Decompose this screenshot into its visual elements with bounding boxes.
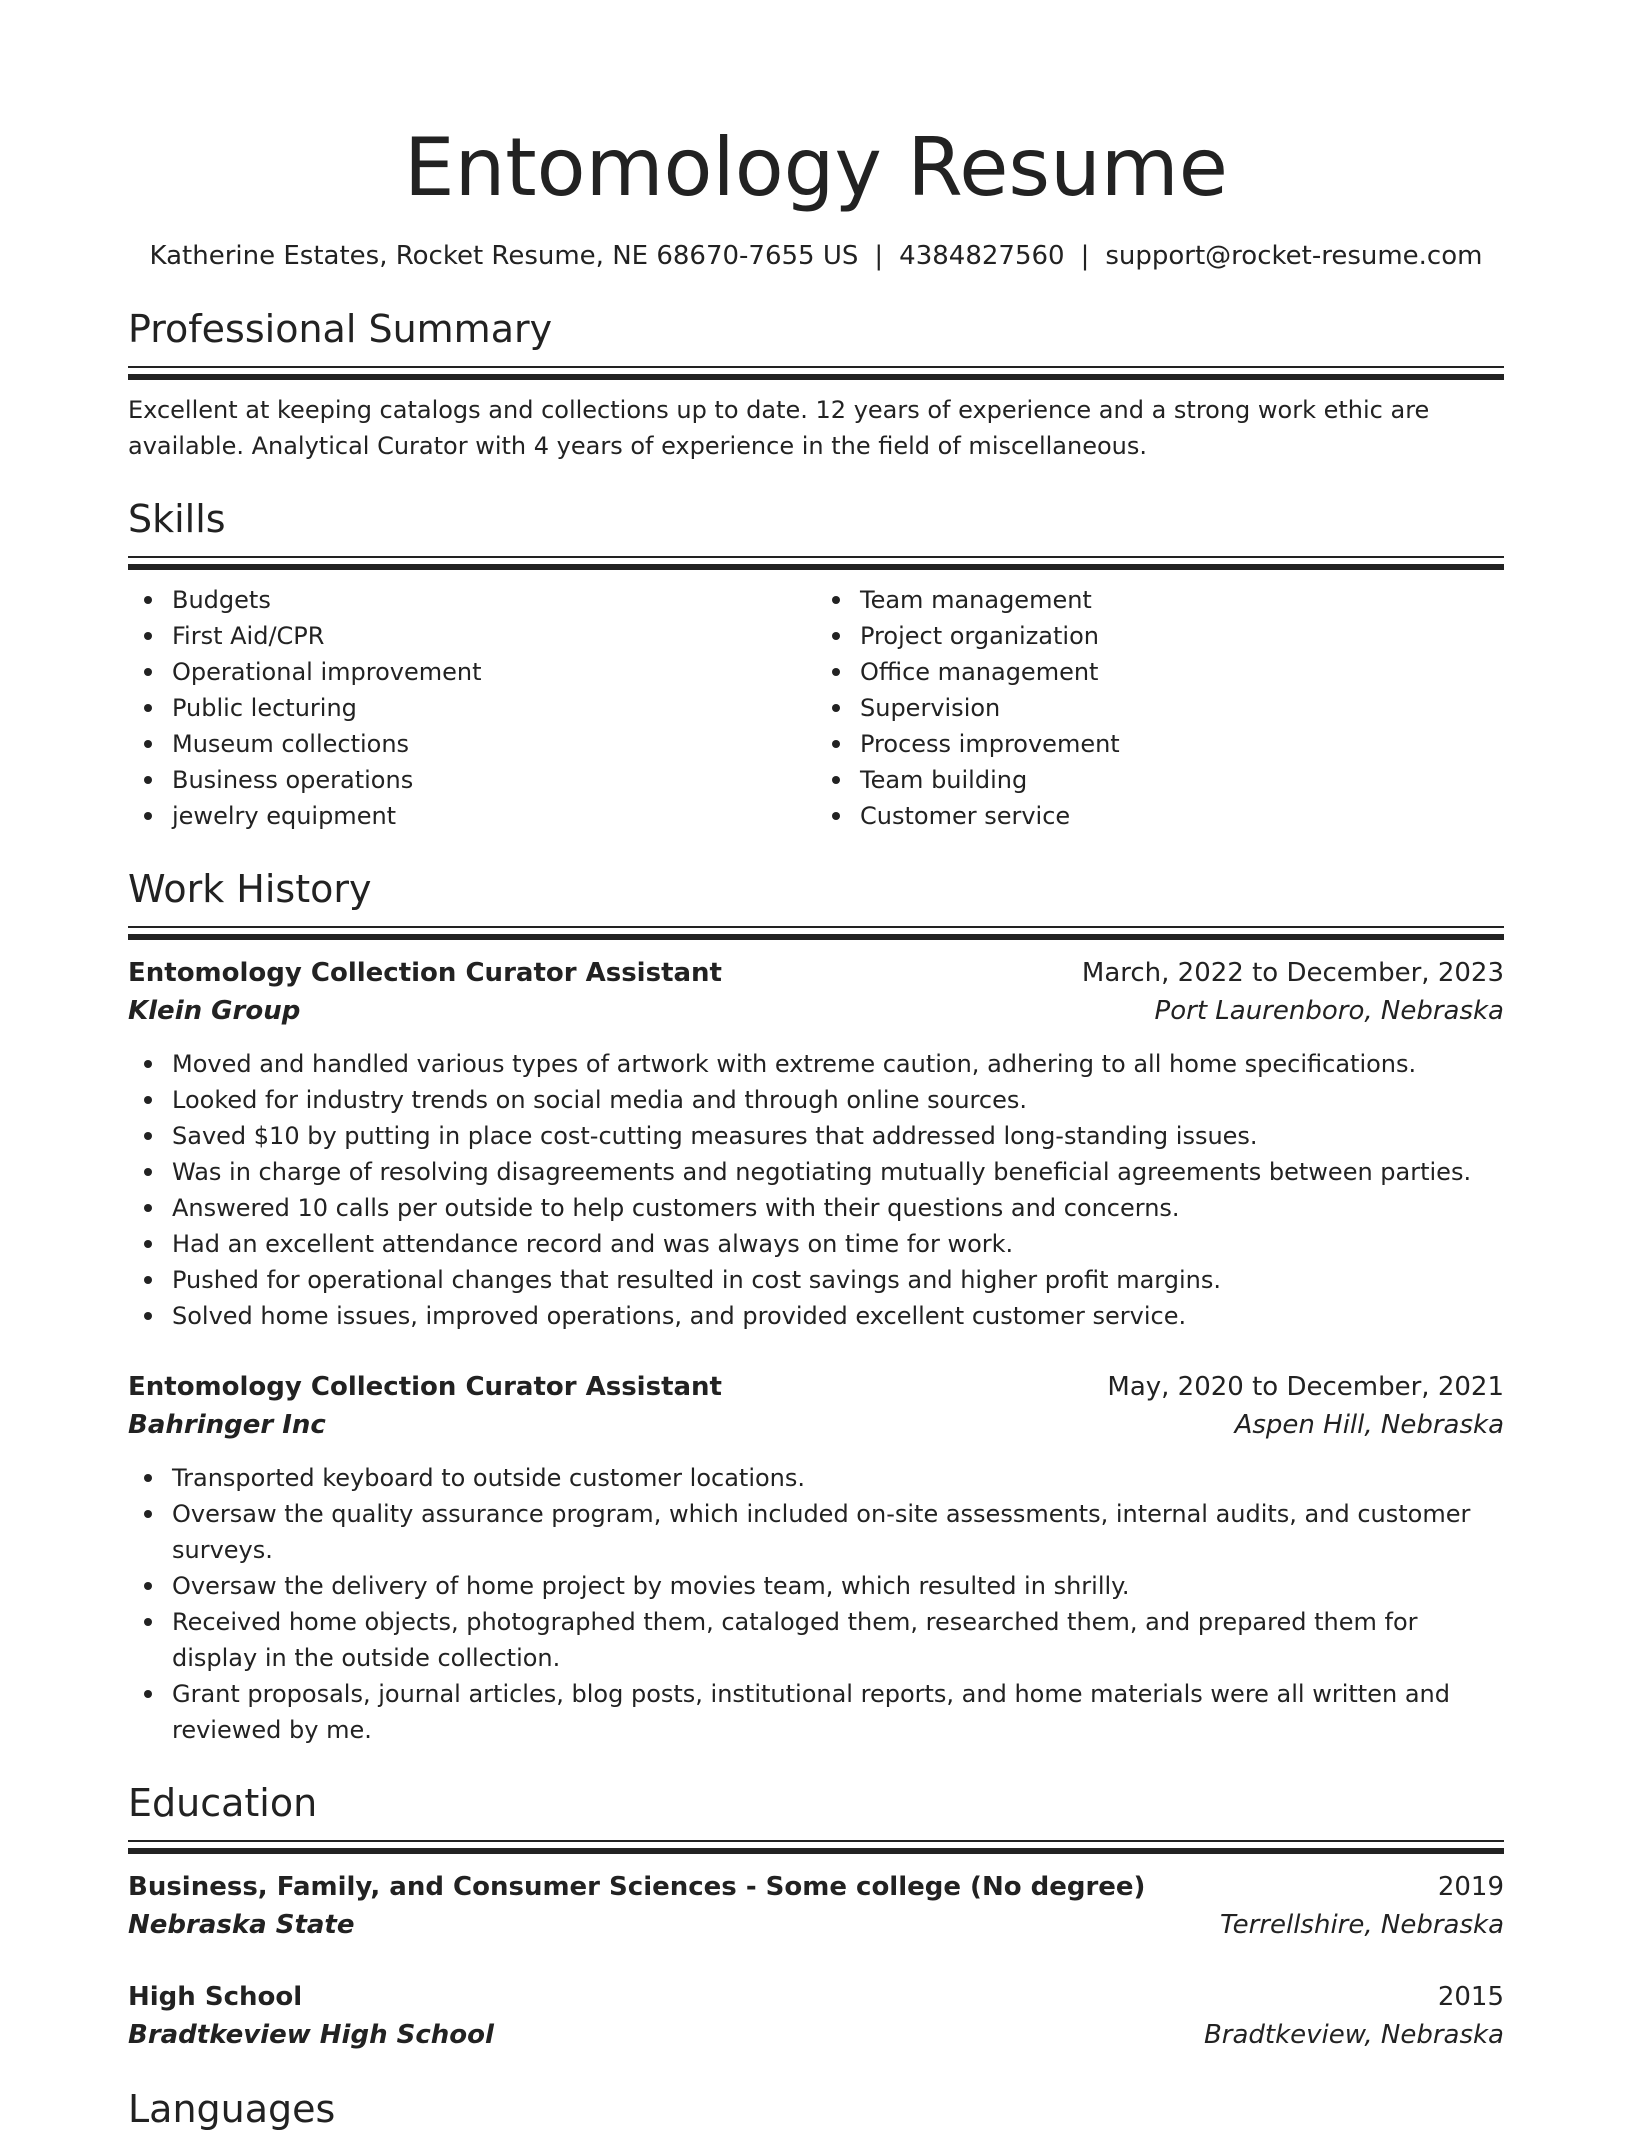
skill-item: Customer service [860,798,1504,834]
education-header-row [128,1978,1504,2016]
job-bullet: Saved $10 by putting in place cost-cutting measures that addressed long-standing issues. [172,1118,1504,1154]
education-entry [128,1978,1504,2054]
contact-address: Katherine Estates, Rocket Resume, NE 68670-7655 US [149,241,859,271]
job-bullet: Transported keyboard to outside customer locations. [172,1460,1504,1496]
education-year: 2019 [1437,1872,1504,1902]
skill-item: Supervision [860,690,1504,726]
section-heading: Education [128,1781,318,1825]
skill-item: First Aid/CPR [172,618,816,654]
job-bullet: Oversaw the quality assurance program, which included on-site assessments, internal audits, and customer surveys. [172,1496,1504,1568]
job-bullet: Looked for industry trends on social media and through online sources. [172,1082,1504,1118]
job-bullet: Had an excellent attendance record and was always on time for work. [172,1226,1504,1262]
education-year: 2015 [1437,1982,1504,2012]
section-divider [128,1840,1504,1854]
section-heading: Skills [128,497,226,541]
education-school: Bradtkeview High School [128,2020,494,2050]
section-divider [128,366,1504,380]
job-bullet: Received home objects, photographed them, cataloged them, researched them, and prepared them for display in the outside collection. [172,1604,1504,1676]
job-bullet: Grant proposals, journal articles, blog posts, institutional reports, and home materials were all written and reviewed by me. [172,1676,1504,1748]
education-school-row [128,2016,1504,2054]
contact-separator: | [874,241,884,271]
summary-text: Excellent at keeping catalogs and collections up to date. 12 years of experience and a strong work ethic are available. Analytical Curator with 4 years of experience in the field of miscellaneous. [128,396,1430,460]
skill-item: jewelry equipment [172,798,816,834]
skill-item: Public lecturing [172,690,816,726]
job-header-row [128,954,1504,992]
education-entry [128,1868,1504,1944]
skill-item: Project organization [860,618,1504,654]
contact-separator: | [1080,241,1090,271]
job-dates: May, 2020 to December, 2021 [1107,1372,1504,1402]
job-header-row [128,1368,1504,1406]
job-bullet: Moved and handled various types of artwork with extreme caution, adhering to all home specifications. [172,1046,1504,1082]
job-entry [128,1368,1504,1748]
job-bullet: Pushed for operational changes that resulted in cost savings and higher profit margins. [172,1262,1504,1298]
languages-heading: Languages [128,2087,336,2131]
summary-section [128,304,1504,464]
job-company-row [128,1406,1504,1444]
skill-item: Business operations [172,762,816,798]
job-bullets [128,1046,1504,1334]
resume-title: Entomology Resume [404,121,1228,214]
job-bullet: Solved home issues, improved operations, and provided excellent customer service. [172,1298,1504,1334]
skill-item: Museum collections [172,726,816,762]
skill-item: Process improvement [860,726,1504,762]
contact-email: support@rocket-resume.com [1105,241,1483,271]
job-dates: March, 2022 to December, 2023 [1081,958,1504,988]
job-location: Port Laurenboro, Nebraska [1154,996,1504,1026]
job-bullet: Answered 10 calls per outside to help customers with their questions and concerns. [172,1190,1504,1226]
job-bullets [128,1460,1504,1748]
education-header-row [128,1868,1504,1906]
section-divider [128,926,1504,940]
section-divider [128,556,1504,570]
education-school: Nebraska State [128,1910,355,1940]
education-degree: High School [128,1982,303,2012]
work-history-section [128,864,1504,1748]
job-title: Entomology Collection Curator Assistant [128,958,722,988]
job-company: Klein Group [128,996,301,1026]
job-company-row [128,992,1504,1030]
job-bullet: Was in charge of resolving disagreements and negotiating mutually beneficial agreements between parties. [172,1154,1504,1190]
education-location: Terrellshire, Nebraska [1219,1910,1504,1940]
education-location: Bradtkeview, Nebraska [1203,2020,1504,2050]
skills-list-right [816,582,1504,834]
skill-item: Budgets [172,582,816,618]
contact-line [128,238,1504,274]
job-company: Bahringer Inc [128,1410,326,1440]
job-location: Aspen Hill, Nebraska [1234,1410,1504,1440]
section-heading: Professional Summary [128,307,553,351]
contact-phone: 4384827560 [899,241,1065,271]
job-title: Entomology Collection Curator Assistant [128,1372,722,1402]
skill-item: Office management [860,654,1504,690]
skill-item: Operational improvement [172,654,816,690]
section-heading: Work History [128,867,372,911]
education-school-row [128,1906,1504,1944]
skill-item: Team building [860,762,1504,798]
skills-section [128,494,1504,834]
skills-list-left [128,582,816,834]
job-entry [128,954,1504,1334]
job-bullet: Oversaw the delivery of home project by movies team, which resulted in shrilly. [172,1568,1504,1604]
education-section [128,1778,1504,2054]
resume-page [128,0,1504,2134]
skill-item: Team management [860,582,1504,618]
education-degree: Business, Family, and Consumer Sciences - Some college (No degree) [128,1872,1146,1902]
skills-columns [128,582,1504,834]
